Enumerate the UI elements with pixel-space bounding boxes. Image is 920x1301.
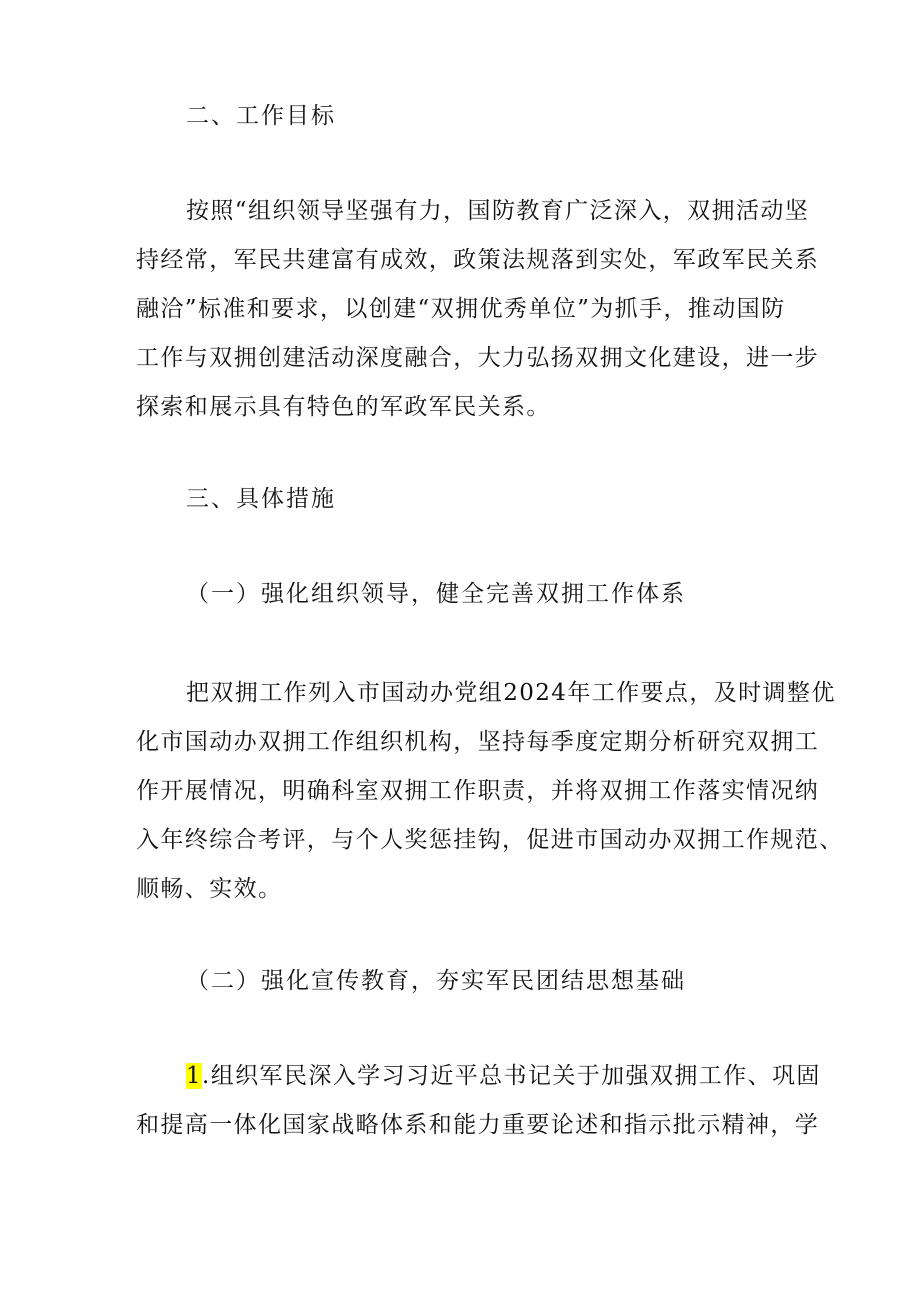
- paragraph-line: 工作与双拥创建活动深度融合，大力弘扬双拥文化建设，进一步: [136, 345, 820, 371]
- paragraph-line: 作开展情况，明确科室双拥工作职责，并将双拥工作落实情况纳: [136, 778, 820, 804]
- paragraph-line: 按照“组织领导坚强有力，国防教育广泛深入，双拥活动坚: [186, 198, 810, 224]
- paragraph-line: [136, 1052, 821, 1101]
- paragraph-line: 顺畅、实效。: [136, 876, 283, 902]
- item-text: .组织军民深入学习习近平总书记关于加强双拥工作、巩固: [202, 1063, 821, 1089]
- paragraph-organization: [136, 669, 844, 914]
- paragraph-line: 化市国动办双拥工作组织机构，坚持每季度定期分析研究双拥工: [136, 729, 820, 755]
- paragraph-line: 持经常，军民共建富有成效，政策法规落到实处，军政军民关系: [136, 247, 820, 273]
- section-heading-measures: 三、具体措施: [186, 486, 336, 512]
- subsection-heading-education: （二）强化宣传教育，夯实军民团结思想基础: [186, 968, 686, 994]
- paragraph-line: 融洽”标准和要求，以创建“双拥优秀单位”为抓手，推动国防: [136, 296, 786, 322]
- paragraph-goals: [136, 187, 820, 432]
- paragraph-line: 入年终综合考评，与个人奖惩挂钩，促进市国动办双拥工作规范、: [136, 827, 844, 853]
- highlighted-item-number: 1: [186, 1063, 203, 1089]
- paragraph-line: 和提高一体化国家战略体系和能力重要论述和指示批示精神，学: [136, 1112, 820, 1138]
- subsection-heading-organization: （一）强化组织领导，健全完善双拥工作体系: [186, 581, 686, 607]
- paragraph-line: 把双拥工作列入市国动办党组2024年工作要点，及时调整优: [186, 680, 836, 706]
- paragraph-education: [136, 1052, 821, 1150]
- paragraph-line: 探索和展示具有特色的军政军民关系。: [136, 394, 551, 420]
- section-heading-goals: 二、工作目标: [186, 103, 336, 129]
